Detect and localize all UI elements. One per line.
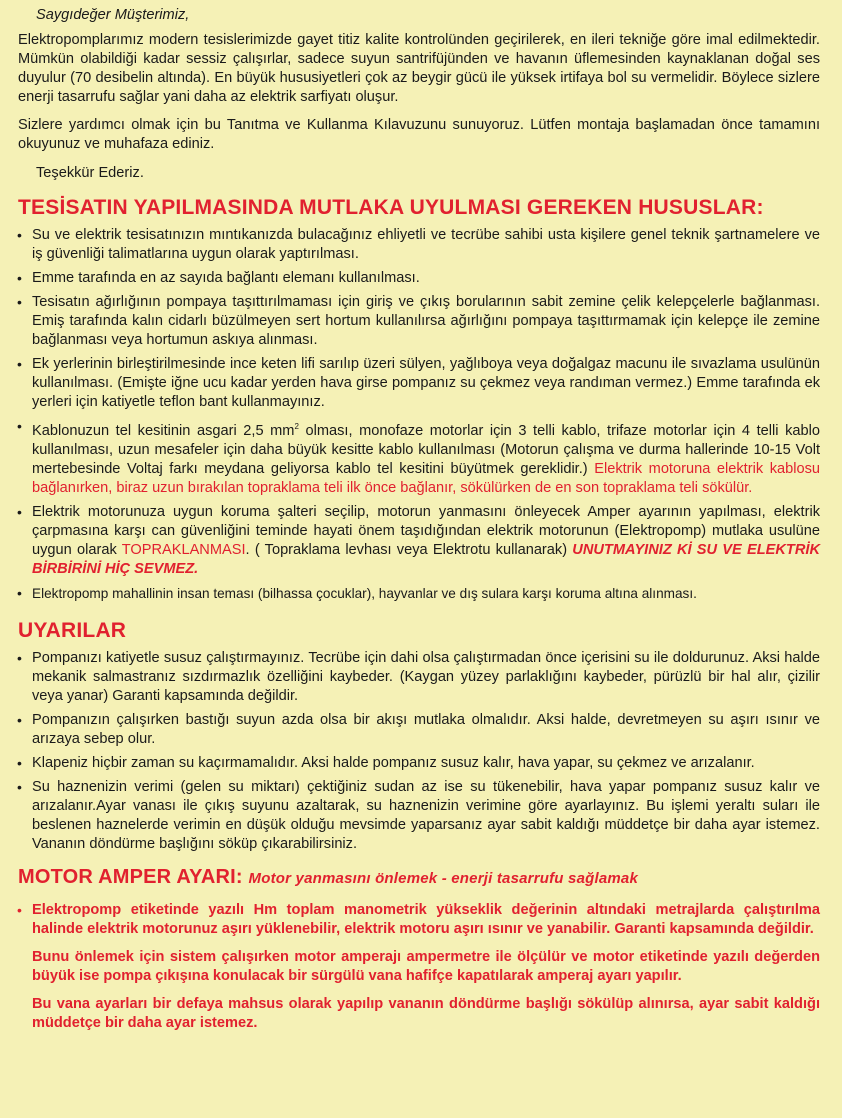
list-item: • Elektropomp etiketinde yazılı Hm toplam manometrik yükseklik değerinin altındaki metrajlarda çalıştırılma halinde elektrik motorunuz aşırı yüklenebilir, elektrik motoru aşırı ısınır ve yanabilir. Garanti kapsamında değildir. [17,901,820,937]
warnings-list [18,649,820,854]
list-item: • Tesisatın ağırlığının pompaya taşıttırılmaması için giriş ve çıkış borularının sabit zemine çelik kelepçelerle bağlanması. Emiş tarafında kalın cidarlı büzülmeyen sert hortum kullanılırsa ağırlığını pompaya taşıttırmamak için kelepçe ile zemine bağlanması veya hortumun askıya alınması. [17,294,820,348]
bullet-icon: • [17,711,22,728]
bullet-icon: • [17,649,22,666]
installation-list [18,226,820,603]
list-item: • Ek yerlerinin birleştirilmesinde ince keten lifi sarılıp üzeri sülyen, yağlıboya veya doğalgaz macunu ile sıvazlama usulünün kullanılması. (Emişte iğne ucu kadar yerden hava girse pompanız su çekmez veya randıman vermez.) Emme tarafında ek yerleri için katiyetle teflon bant kullanmayınız. [17,356,820,410]
motor-amp-section [18,901,820,1033]
list-item: • Klapeniz hiçbir zaman su kaçırmamalıdır. Aksi halde pompanız susuz kalır, hava yapar, su çekmez ve arızalanır. [17,754,755,771]
document [18,6,820,1042]
grounding-note: Elektrik motoruna elektrik kablosu bağlanırken, biraz uzun bırakılan topraklama teli ilk önce bağlanır, sökülürken de en son topraklama teli sökülür. [32,460,820,496]
intro-paragraph: Sizlere yardımcı olmak için bu Tanıtma ve Kullanma Kılavuzunu sunuyoruz. Lütfen montaja başlamadan önce tamamını okuyunuz ve muhafaza ediniz. [18,117,820,152]
intro-paragraph: Elektropomplarımız modern tesislerimizde gayet titiz kalite kontrolünden geçirilerek, en ileri tekniğe göre imal edilmektedir. Mümkün olabildiği kadar sessiz çalışırlar, sadece suyun santrifüjünden ve havanın üflemesinden kaynaklanan doğal ses duyulur (70 desibelin altında). En büyük hususiyetleri çok az beygir gücü ile yüksek irtifaya bol su vermelidir. Böylece sizlere enerji tasarrufu sağlar yani daha az elektrik sarfiyatı oluşur. [18,32,820,105]
list-item: • Su ve elektrik tesisatınızın mıntıkanızda bulacağınız ehliyetli ve tecrübe sahibi usta kişilere genel teknik şartnamelere ve iş güvenliği talimatlarına uygun olarak yaptırılması. [17,227,820,262]
bullet-icon: • [17,418,22,434]
list-item: • Elektropomp mahallinin insan teması (bilhassa çocuklar), hayvanlar ve dış sulara karşı koruma altına alınması. [17,584,697,601]
bullet-icon: • [17,778,22,795]
section-subtitle: Motor yanmasını önlemek - enerji tasarrufu sağlamak [248,869,639,887]
greeting: Saygıdeğer Müşterimiz, [36,7,190,23]
bullet-icon: • [17,294,22,310]
thanks: Teşekkür Ederiz. [36,165,144,181]
list-item: • Emme tarafında en az sayıda bağlantı elemanı kullanılması. [17,270,420,286]
bullet-icon: • [17,227,22,243]
motor-amp-paragraph: Bunu önlemek için sistem çalışırken motor amperajı ampermetre ile ölçülür ve motor etiketinde yazılı değerden büyük ise pompa çıkışına konulacak bir sürgülü vana hafifçe kapatılarak amperaj ayarı yapılır. [32,948,820,984]
bullet-icon: • [17,584,22,601]
section-installation-title: TESİSATIN YAPILMASINDA MUTLAKA UYULMASI GEREKEN HUSUSLAR: [18,196,764,219]
list-item: • Elektrik motorunuza uygun koruma şalteri seçilip, motorun yanmasını önleyecek Amper ayarının yapılması, elektrik çarpmasına karşı can güvenliğini teminde hayati önem taşıdığından elektrik motorunun (Elektropomp) mutlaka usulüne uygun olarak TOPRAKLANMASI. ( Topraklama levhası veya Elektrotu kullanarak) UNUTMAYINIZ Kİ SU VE ELEKTRİK BİRBİRİNİ HİÇ SEVMEZ. [17,503,820,577]
list-item: • Kablonuzun tel kesitinin asgari 2,5 $mm^2$ olması, monofaze motorlar için 3 telli kablo, trifaze motorlar için 4 telli kablo kullanılması, uzun mesafeler için daha büyük kesitte kablo kullanılması (Motorun çalışma ve durma hallerinde 10-15 Volt mertebesinde Voltaj farkı meydana geliyorsa kablo tel kesitini büyütmek gereklidir.) Elektrik motoruna elektrik kablosu bağlanırken, biraz uzun bırakılan topraklama teli ilk önce bağlanır, sökülürken de en son topraklama teli sökülür. [17,418,820,496]
list-item: • Pompanızın çalışırken bastığı suyun azda olsa bir akışı mutlaka olmalıdır. Aksi halde, devretmeyen su aşırı ısınır ve arızaya sebep olur. [17,711,820,747]
bullet-icon: • [17,754,22,771]
warning-text: UNUTMAYINIZ Kİ SU VE ELEKTRİK BİRBİRİNİ HİÇ SEVMEZ. [32,541,820,577]
list-item: • Pompanızı katiyetle susuz çalıştırmayınız. Tecrübe için dahi olsa çalıştırmadan önce içerisini su ile doldurunuz. Aksi halde mekanik salmastranız sızdırmazlık özelliğini kaybeder. (Kaygan yüzey parlaklığını kaybeder, pürüzlü bir hal alır, çizilir veya yanar) Garanti kapsamında değildir. [17,649,820,704]
list-item: • Su haznenizin verimi (gelen su miktarı) çektiğiniz sudan az ise su tükenebilir, hava yapar pompanız susuz kalır ve arızalanır.Ayar vanası ile çıkış suyunu azaltarak, su haznenizin verimine göre ayarlayınız. Bu işlemi yeraltı suları ile beslenen haznelerde verimin en düşük olduğu mevsimde yaparsanız ayar sabit kaldığı müddetçe bir daha ayar istemez. Vananın döndürme başlığını söküp çıkarabilirsiniz. [17,778,820,852]
motor-amp-paragraph: Bu vana ayarları bir defaya mahsus olarak yapılıp vananın döndürme başlığı sökülüp alınırsa, ayar sabit kaldığı müddetçe bir daha ayar istemez. [32,995,820,1031]
bullet-icon: • [17,503,22,520]
section-motor-amp-title: MOTOR AMPER AYARI: Motor yanmasını önlemek - enerji tasarrufu sağlamak [18,865,639,888]
bullet-icon: • [17,270,22,286]
bullet-icon: • [17,901,22,918]
section-warnings-title: UYARILAR [18,618,127,642]
bullet-icon: • [17,356,22,372]
